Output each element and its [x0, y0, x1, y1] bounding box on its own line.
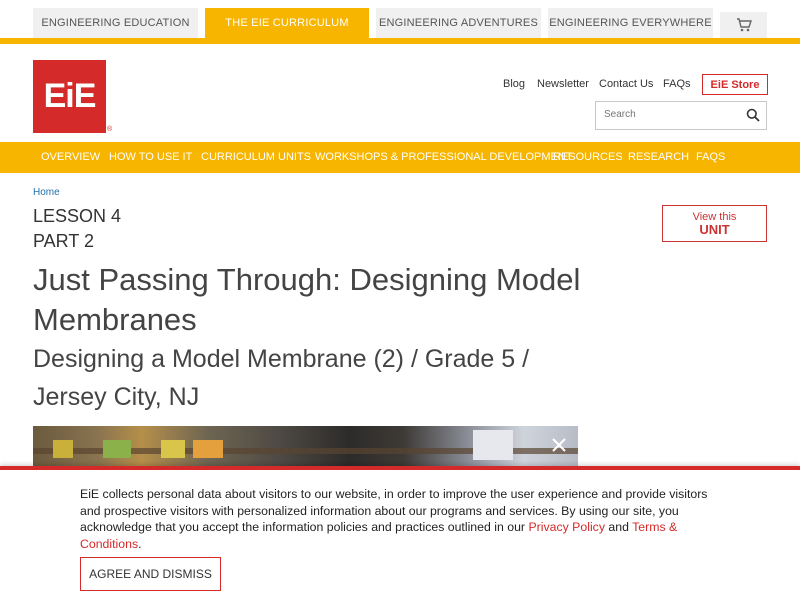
- cookie-message: [80, 486, 720, 552]
- nav-how-to-use-it[interactable]: HOW TO USE IT: [109, 151, 193, 163]
- search-box: [595, 101, 767, 130]
- nav-research[interactable]: RESEARCH: [628, 151, 690, 163]
- video-detail: [473, 430, 513, 460]
- cookie-period: .: [138, 536, 142, 551]
- close-icon[interactable]: [551, 437, 567, 453]
- cart-button[interactable]: [720, 12, 767, 38]
- part-label: PART 2: [33, 231, 95, 251]
- nav-overview[interactable]: OVERVIEW: [41, 151, 101, 163]
- video-detail: [193, 440, 223, 458]
- page-title: Just Passing Through: Designing Model Membranes: [33, 262, 581, 337]
- view-unit-small-label: View this: [692, 210, 737, 223]
- tab-engineering-adventures[interactable]: ENGINEERING ADVENTURES: [376, 8, 541, 38]
- cart-icon: [736, 18, 752, 32]
- video-detail: [53, 440, 73, 458]
- eie-logo[interactable]: EiE: [33, 60, 106, 133]
- view-unit-button[interactable]: [662, 205, 767, 242]
- video-detail: [161, 440, 185, 458]
- privacy-policy-link[interactable]: Privacy Policy: [528, 520, 605, 534]
- terms-conditions-link[interactable]: Terms & Conditions: [80, 520, 678, 551]
- registered-mark: ®: [107, 126, 113, 133]
- cookie-and-text: and: [604, 520, 633, 534]
- search-input[interactable]: [604, 109, 734, 120]
- newsletter-link[interactable]: Newsletter: [537, 78, 589, 90]
- agree-dismiss-button[interactable]: AGREE AND DISMISS: [80, 557, 221, 591]
- nav-curriculum-units[interactable]: CURRICULUM UNITS: [201, 151, 311, 163]
- eie-store-button[interactable]: EiE Store: [702, 74, 768, 95]
- cookie-message-text: EiE collects personal data about visitors to our website, in order to improve the user experience and provide visitors and prospective visitors with personalized information about our programs and services. By using our site, you acknowledge that you accept the information policies and practices outlined in our: [80, 487, 708, 534]
- blog-link[interactable]: Blog: [503, 78, 526, 90]
- tab-eie-curriculum[interactable]: THE EIE CURRICULUM: [205, 8, 369, 38]
- breadcrumb-home[interactable]: Home: [33, 187, 60, 198]
- tab-engineering-education[interactable]: ENGINEERING EDUCATION: [33, 8, 198, 38]
- lesson-label: LESSON 4: [33, 206, 122, 226]
- top-accent-rule: [0, 38, 800, 44]
- nav-resources[interactable]: RESOURCES: [553, 151, 623, 163]
- nav-faqs[interactable]: FAQS: [696, 151, 726, 163]
- faqs-link[interactable]: FAQs: [663, 78, 691, 90]
- tab-engineering-everywhere[interactable]: ENGINEERING EVERYWHERE: [548, 8, 713, 38]
- cookie-banner: [0, 466, 800, 600]
- nav-workshops[interactable]: WORKSHOPS & PROFESSIONAL DEVELOPMENT: [315, 151, 573, 163]
- main-nav: [0, 142, 800, 173]
- search-icon[interactable]: [746, 108, 760, 122]
- page-subtitle: Designing a Model Membrane (2) / Grade 5 / Jersey City, NJ: [33, 345, 530, 411]
- video-detail: [103, 440, 131, 458]
- view-unit-big-label: UNIT: [699, 221, 730, 237]
- contact-us-link[interactable]: Contact Us: [599, 78, 654, 90]
